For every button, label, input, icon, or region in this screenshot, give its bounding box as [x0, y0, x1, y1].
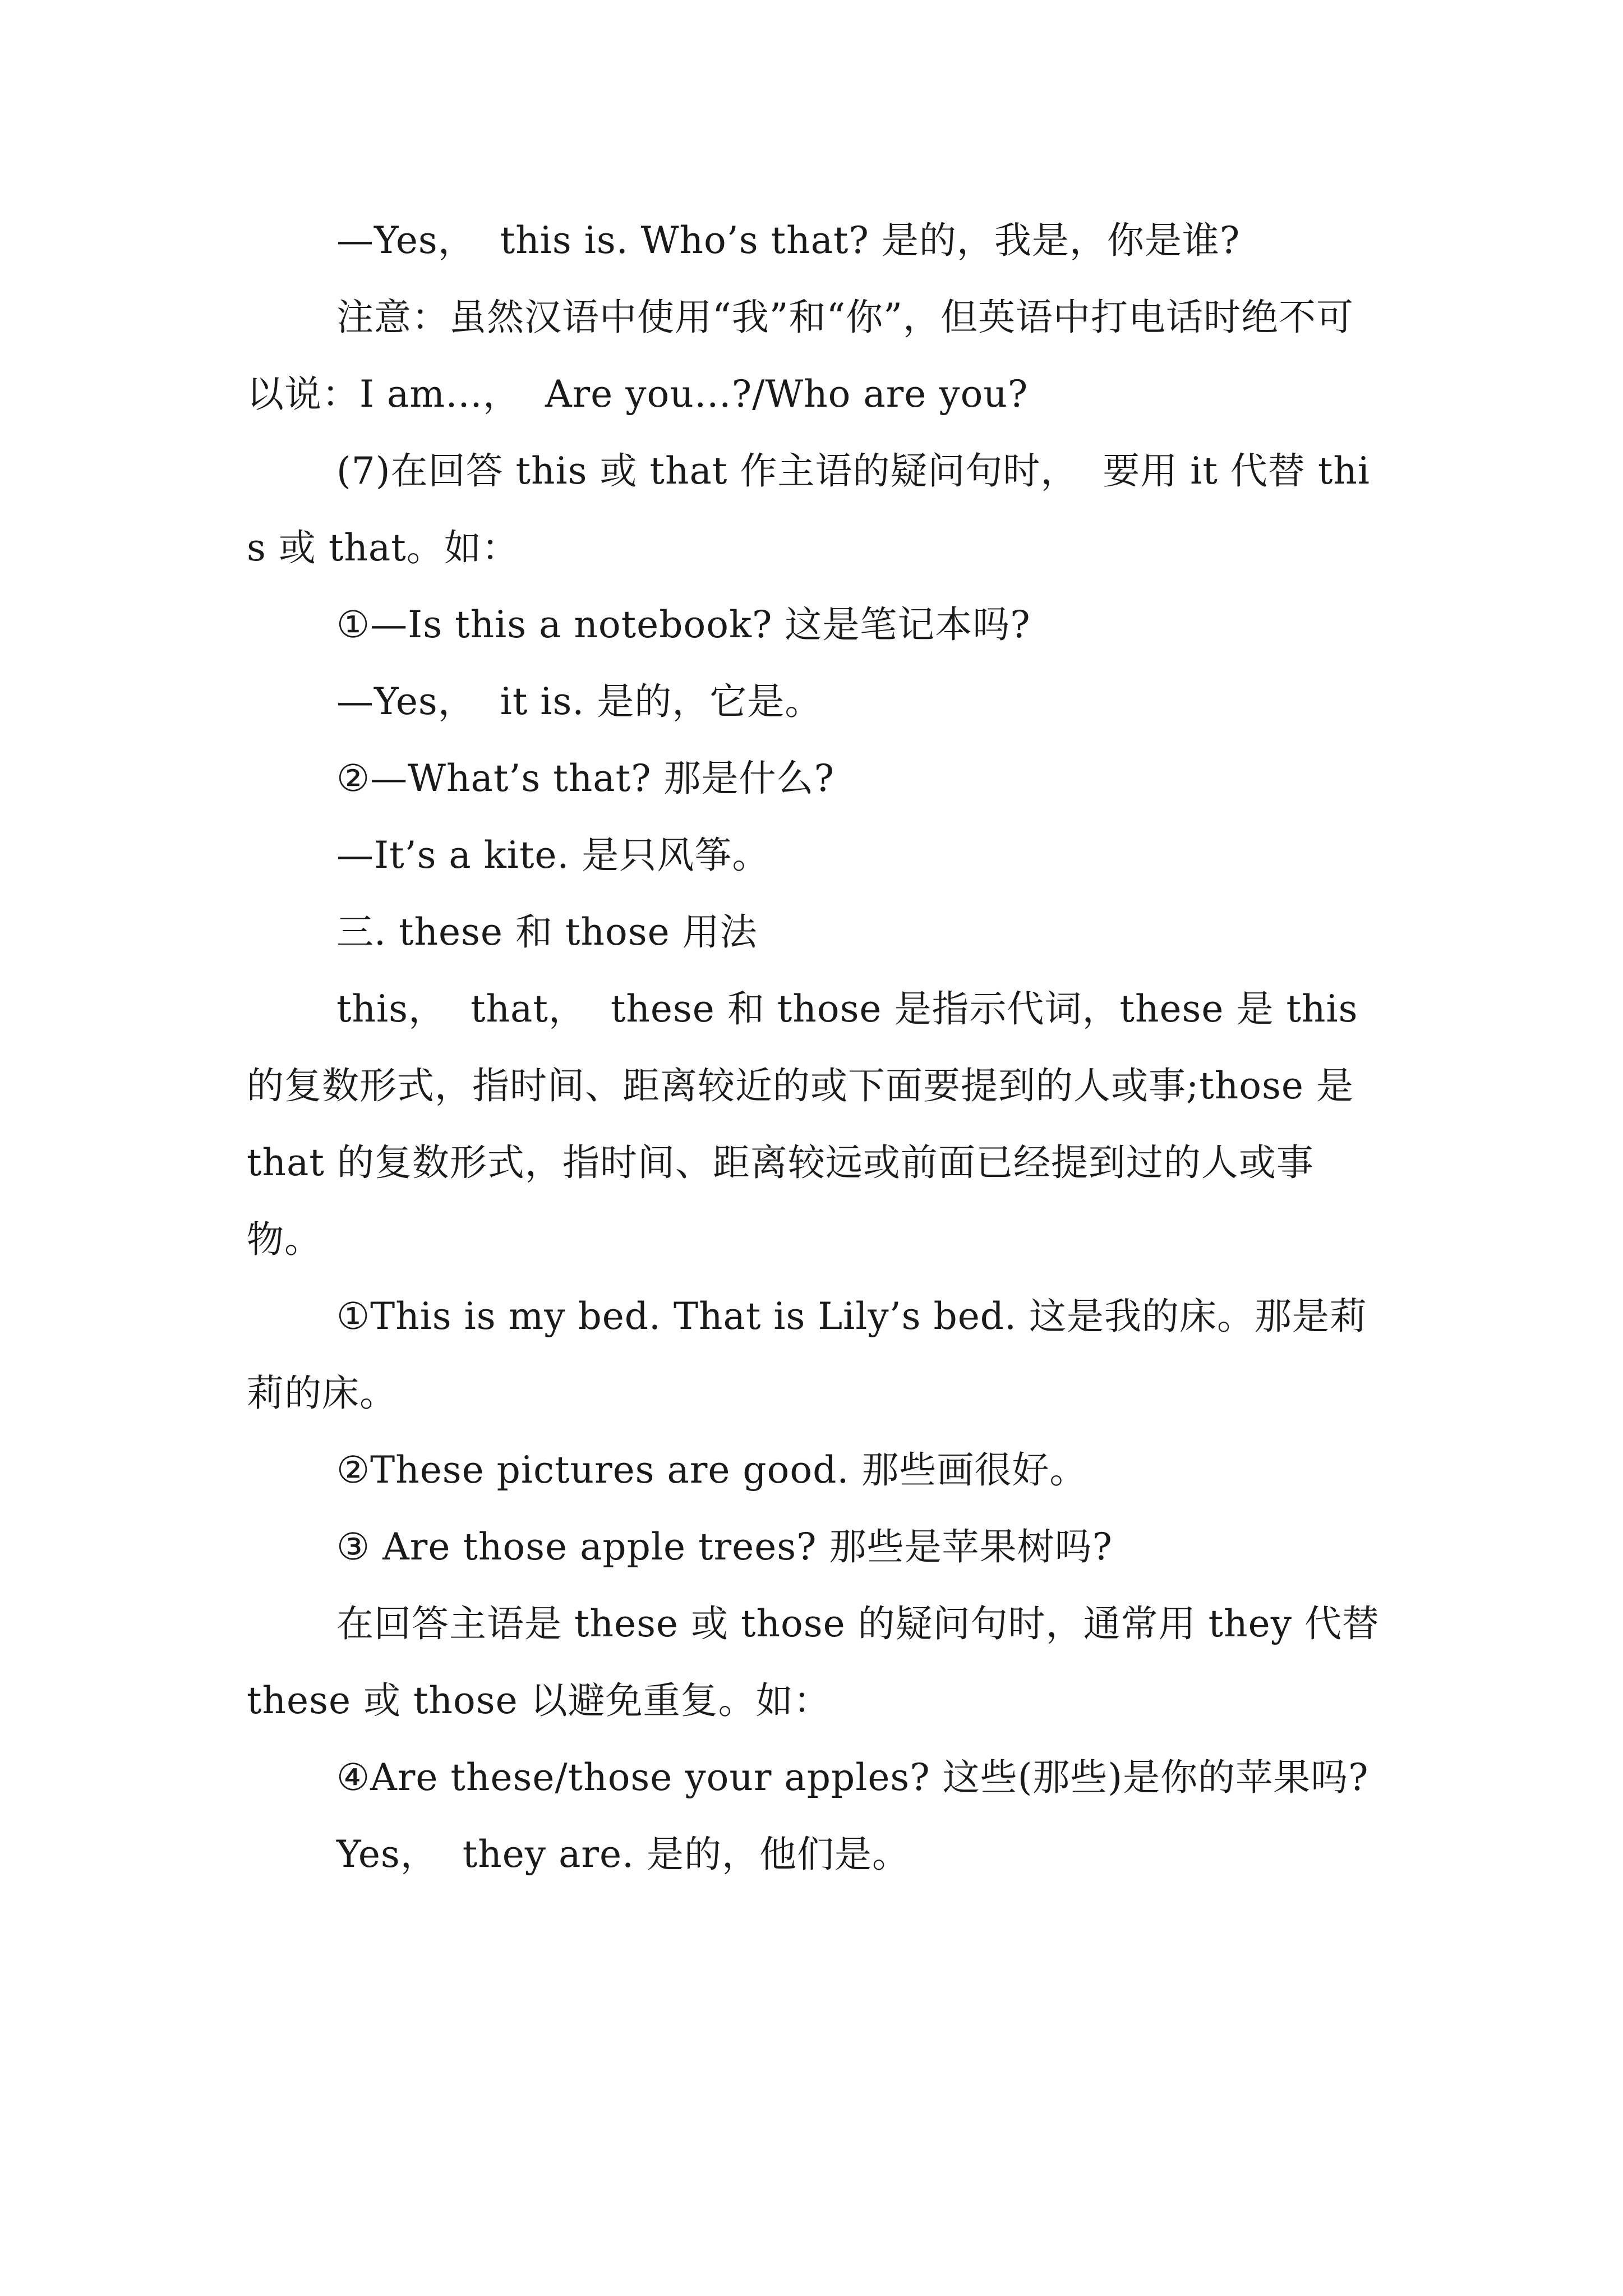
paragraph-1: —Yes， this is. Who’s that? 是的，我是，你是谁?: [336, 219, 1241, 262]
example-6-answer: Yes， they are. 是的，他们是。: [336, 1833, 910, 1876]
section-heading: 三. these 和 those 用法: [336, 910, 758, 954]
example-6-question: ④Are these/those your apples? 这些(那些)是你的苹果吗?: [336, 1756, 1369, 1799]
example-1-question: ①—Is this a notebook? 这是笔记本吗?: [336, 603, 1031, 646]
paragraph-2: 注意：虽然汉语中使用“我”和“你”，但英语中打电话时绝不可以说：I am…， Are you…?/Who are you?: [247, 296, 1354, 416]
paragraph-3: (7)在回答 this 或 that 作主语的疑问句时， 要用 it 代替 this 或 that。如：: [247, 449, 1370, 569]
example-4: ②These pictures are good. 那些画很好。: [336, 1448, 1087, 1492]
example-2-question: ②—What’s that? 那是什么?: [336, 757, 834, 800]
paragraph-answer-rule: 在回答主语是 these 或 those 的疑问句时，通常用 they 代替 these 或 those 以避免重复。如：: [247, 1602, 1392, 1722]
document-body: [247, 202, 1392, 1893]
example-1-answer: —Yes， it is. 是的，它是。: [336, 680, 823, 723]
example-5: ③ Are those apple trees? 那些是苹果树吗?: [336, 1525, 1113, 1568]
example-2-answer: —It’s a kite. 是只风筝。: [336, 834, 770, 877]
example-3: ①This is my bed. That is Lily’s bed. 这是我的床。那是莉莉的床。: [247, 1295, 1367, 1415]
paragraph-explanation: this， that， these 和 those 是指示代词，these 是 this 的复数形式，指时间、距离较近的或下面要提到的人或事;those 是 that 的复数形式，指时间、距离较远或前面已经提到过的人或事物。: [247, 987, 1371, 1261]
